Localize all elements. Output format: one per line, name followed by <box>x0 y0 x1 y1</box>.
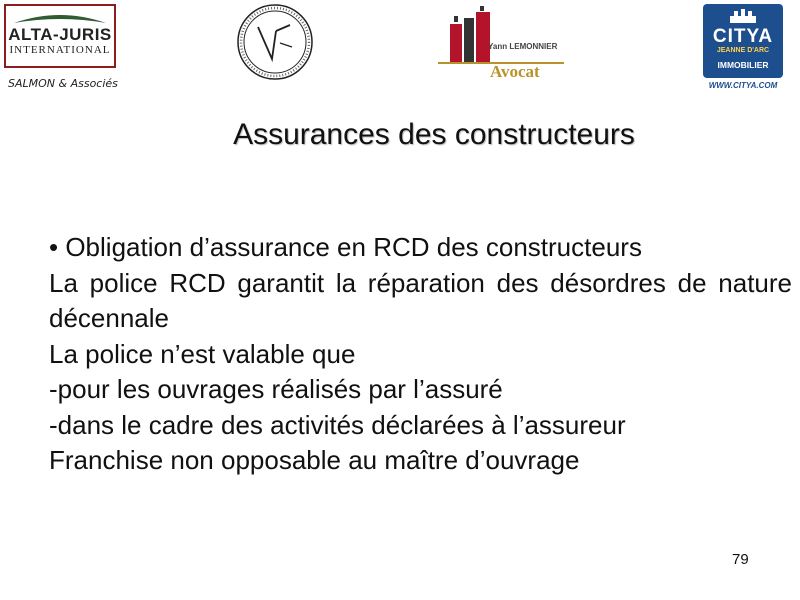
alta-juris-arc-icon <box>12 11 108 25</box>
citya-brand: CITYA <box>712 26 774 47</box>
citya-badge <box>703 4 783 78</box>
slide-body <box>49 230 792 479</box>
body-line: -dans le cadre des activités déclarées à l’assureur <box>49 409 626 440</box>
lemonnier-building-icon <box>446 6 494 64</box>
body-paragraph: La police RCD garantit la réparation des désordres de nature décennale <box>49 267 792 333</box>
page-number: 79 <box>732 551 749 568</box>
citya-line1: JEANNE D'ARC <box>716 47 770 54</box>
seal-logo-icon <box>236 3 314 81</box>
lemonnier-name: Yann LEMONNIER <box>488 42 558 51</box>
body-line: La police n’est valable que <box>49 338 356 369</box>
bullet-line: • Obligation d’assurance en RCD des constructeurs <box>49 232 642 262</box>
body-line: Franchise non opposable au maître d’ouvrage <box>49 445 580 475</box>
salmon-caption: SALMON & Associés <box>8 77 118 90</box>
citya-logo <box>702 4 784 92</box>
lemonnier-logo <box>438 4 568 84</box>
body-line: -pour les ouvrages réalisés par l’assuré <box>49 374 503 404</box>
lemonnier-title: Avocat <box>490 62 540 81</box>
citya-building-icon <box>728 8 758 24</box>
alta-juris-logo <box>4 4 116 68</box>
citya-line2: IMMOBILIER <box>717 60 769 70</box>
alta-juris-name: ALTA-JURIS <box>8 25 112 44</box>
slide-title: Assurances des constructeurs <box>233 118 635 151</box>
citya-url: WWW.CITYA.COM <box>708 81 778 90</box>
alta-juris-subtitle: INTERNATIONAL <box>9 44 111 56</box>
